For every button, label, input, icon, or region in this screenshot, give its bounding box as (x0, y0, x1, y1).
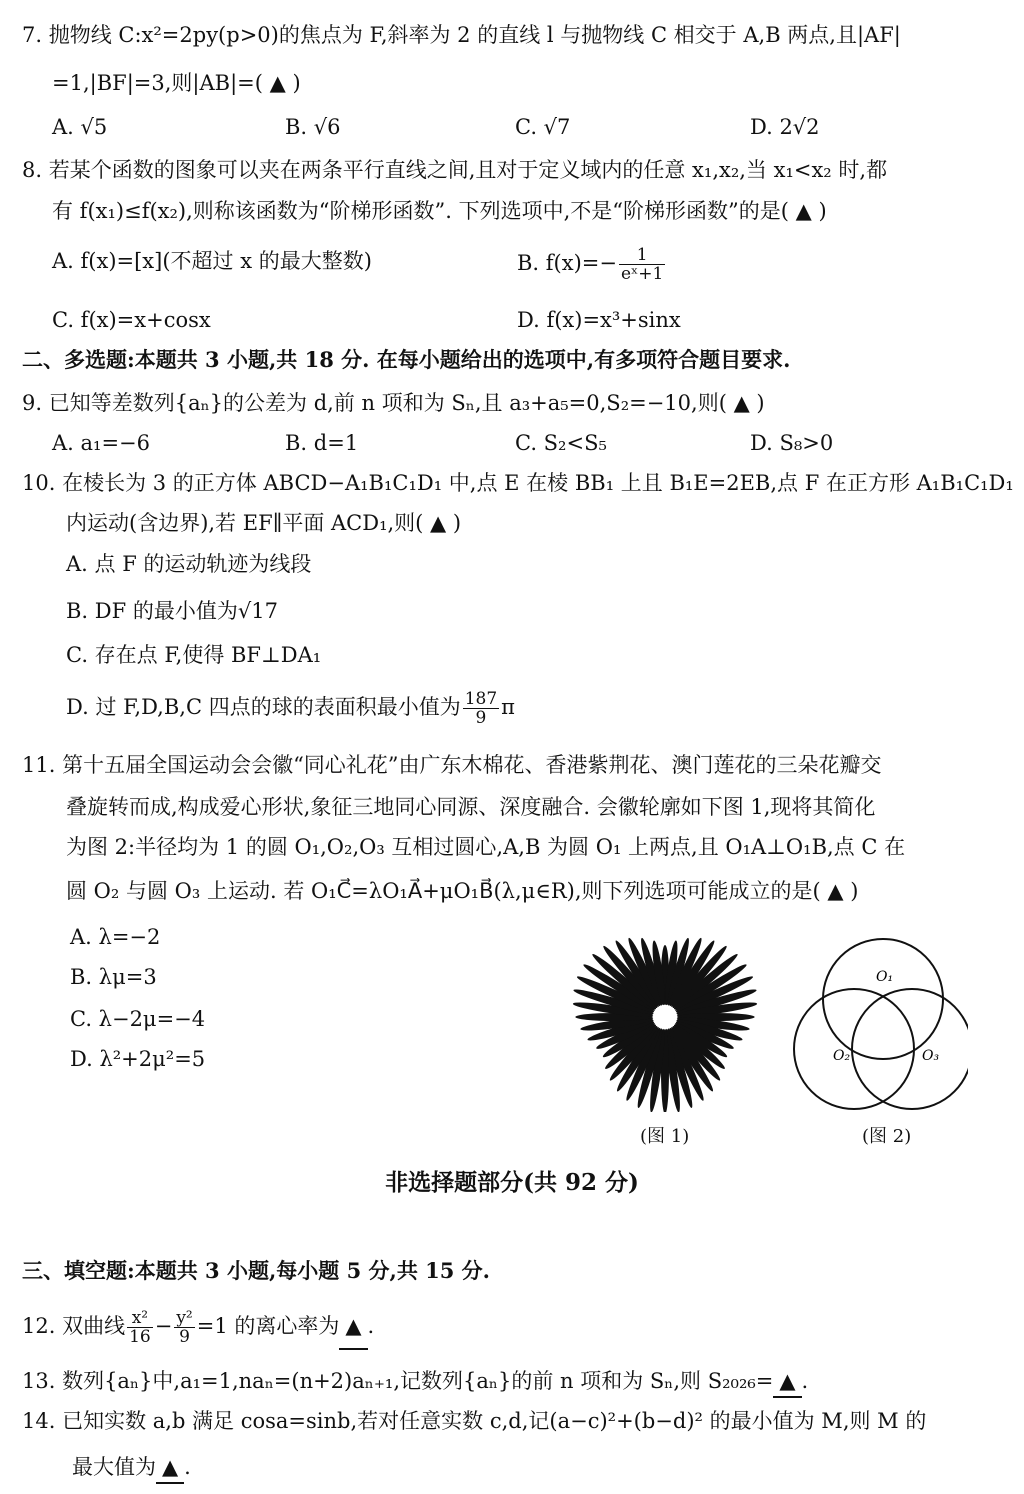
q14-end: . (184, 1455, 191, 1479)
q8-option-b (517, 246, 667, 283)
q9-option-d: D. S₈>0 (750, 431, 834, 455)
q10-option-d (66, 690, 515, 727)
label-o3: O₃ (922, 1048, 940, 1064)
circles-figure-2 (788, 935, 968, 1115)
q12-suffix: =1 的离心率为 (196, 1314, 340, 1338)
q10-option-d-suffix: π (501, 695, 515, 719)
q8-line2: 有 f(x₁)≤f(x₂),则称该函数为“阶梯形函数”. 下列选项中,不是“阶梯形函数”的是( ▲ ) (52, 199, 827, 223)
q13-end: . (801, 1369, 809, 1393)
q11-option-b: B. λμ=3 (70, 965, 157, 989)
fraction-numerator: x² (127, 1309, 153, 1328)
q10-option-a: A. 点 F 的运动轨迹为线段 (66, 552, 312, 576)
q8-option-d: D. f(x)=x³+sinx (517, 308, 681, 332)
q12-fraction-2 (174, 1309, 194, 1346)
q7-option-b: B. √6 (285, 115, 341, 139)
q12-answer-blank[interactable]: ▲ (339, 1304, 367, 1350)
q11-line4: 圆 O₂ 与圆 O₃ 上运动. 若 O₁C⃗=λO₁A⃗+μO₁B⃗(λ,μ∈R),则下列选项可能成立的是( ▲ ) (66, 879, 859, 903)
q7-option-c: C. √7 (515, 115, 571, 139)
q14-line1: 14. 已知实数 a,b 满足 cosa=sinb,若对任意实数 c,d,记(a−c)²+(b−d)² 的最小值为 M,则 M 的 (22, 1409, 927, 1433)
q9-option-c: C. S₂<S₅ (515, 431, 607, 455)
q10-line2: 内运动(含边界),若 EF∥平面 ACD₁,则( ▲ ) (66, 511, 462, 535)
emblem-figure-1 (565, 912, 765, 1112)
q8-option-b-fraction (619, 246, 665, 283)
q8-line1: 8. 若某个函数的图象可以夹在两条平行直线之间,且对于定义域内的任意 x₁,x₂,当 x₁<x₂ 时,都 (22, 158, 888, 182)
figure-2-caption: (图 2) (862, 1126, 912, 1147)
q8-option-c: C. f(x)=x+cosx (52, 308, 211, 332)
q10-option-d-fraction (463, 690, 499, 727)
q12-end: . (367, 1314, 375, 1338)
q13-answer-blank[interactable]: ▲ (773, 1366, 801, 1398)
q8-option-b-prefix: B. f(x)=− (517, 251, 617, 275)
q12-fraction-1 (127, 1309, 153, 1346)
label-o1: O₁ (876, 969, 894, 985)
figure-1-caption: (图 1) (640, 1126, 690, 1147)
q10-line1: 10. 在棱长为 3 的正方体 ABCD−A₁B₁C₁D₁ 中,点 E 在棱 BB₁ 上且 B₁E=2EB,点 F 在正方形 A₁B₁C₁D₁ (22, 471, 1014, 495)
q9-option-b: B. d=1 (285, 431, 359, 455)
q14-line2-prefix: 最大值为 (72, 1455, 156, 1479)
q12-minus: − (154, 1314, 173, 1338)
q11-line2: 叠旋转而成,构成爱心形状,象征三地同心同源、深度融合. 会徽轮廓如下图 1,现将其简化 (66, 795, 876, 819)
q14-line2 (72, 1452, 191, 1484)
q11-line3: 为图 2:半径均为 1 的圆 O₁,O₂,O₃ 互相过圆心,A,B 为圆 O₁ 上两点,且 O₁A⊥O₁B,点 C 在 (66, 835, 906, 859)
q10-option-b: B. DF 的最小值为√17 (66, 599, 278, 623)
circle-o2 (794, 989, 914, 1109)
q8-option-a: A. f(x)=[x](不超过 x 的最大整数) (52, 249, 372, 273)
q13-text: 13. 数列{aₙ}中,a₁=1,naₙ=(n+2)aₙ₊₁,记数列{aₙ}的前 n 项和为 Sₙ,则 S₂₀₂₆= (22, 1369, 774, 1393)
part-title: 非选择题部分(共 92 分) (385, 1169, 639, 1196)
q7-line2: =1,|BF|=3,则|AB|=( ▲ ) (52, 71, 301, 95)
section-3-heading: 三、填空题:本题共 3 小题,每小题 5 分,共 15 分. (22, 1258, 490, 1283)
q9-line1: 9. 已知等差数列{aₙ}的公差为 d,前 n 项和为 Sₙ,且 a₃+a₅=0,S₂=−10,则( ▲ ) (22, 391, 765, 415)
fraction-numerator: 187 (464, 689, 498, 709)
q11-option-d: D. λ²+2μ²=5 (70, 1047, 206, 1071)
circle-o1 (823, 939, 943, 1059)
q11-option-c: C. λ−2μ=−4 (70, 1007, 206, 1031)
fraction-denominator: 9 (179, 1327, 190, 1347)
q10-option-d-prefix: D. 过 F,D,B,C 四点的球的表面积最小值为 (66, 695, 461, 719)
section-2-heading: 二、多选题:本题共 3 小题,共 18 分. 在每小题给出的选项中,有多项符合题目要求. (22, 347, 791, 372)
q7-option-d: D. 2√2 (750, 115, 820, 139)
q11-option-a: A. λ=−2 (70, 925, 161, 949)
q7-line1: 7. 抛物线 C:x²=2py(p>0)的焦点为 F,斜率为 2 的直线 l 与抛物线 C 相交于 A,B 两点,且|AF| (22, 23, 901, 47)
fraction-denominator: 9 (475, 708, 487, 728)
fraction-numerator: y² (176, 1308, 193, 1328)
q12-prefix: 12. 双曲线 (22, 1314, 126, 1338)
q11-line1: 11. 第十五届全国运动会会徽“同心礼花”由广东木棉花、香港紫荆花、澳门莲花的三朵花瓣交 (22, 753, 882, 777)
fraction-denominator: eˣ+1 (620, 264, 664, 284)
q10-option-c: C. 存在点 F,使得 BF⊥DA₁ (66, 643, 322, 667)
label-o2: O₂ (833, 1048, 851, 1064)
q12-line (22, 1304, 374, 1350)
fraction-numerator: 1 (619, 246, 665, 265)
q9-option-a: A. a₁=−6 (52, 431, 151, 455)
circle-o3 (852, 989, 968, 1109)
q14-answer-blank[interactable]: ▲ (156, 1452, 184, 1484)
q13-line (22, 1366, 808, 1398)
fraction-denominator: 16 (129, 1327, 151, 1347)
q7-option-a: A. √5 (52, 115, 108, 139)
